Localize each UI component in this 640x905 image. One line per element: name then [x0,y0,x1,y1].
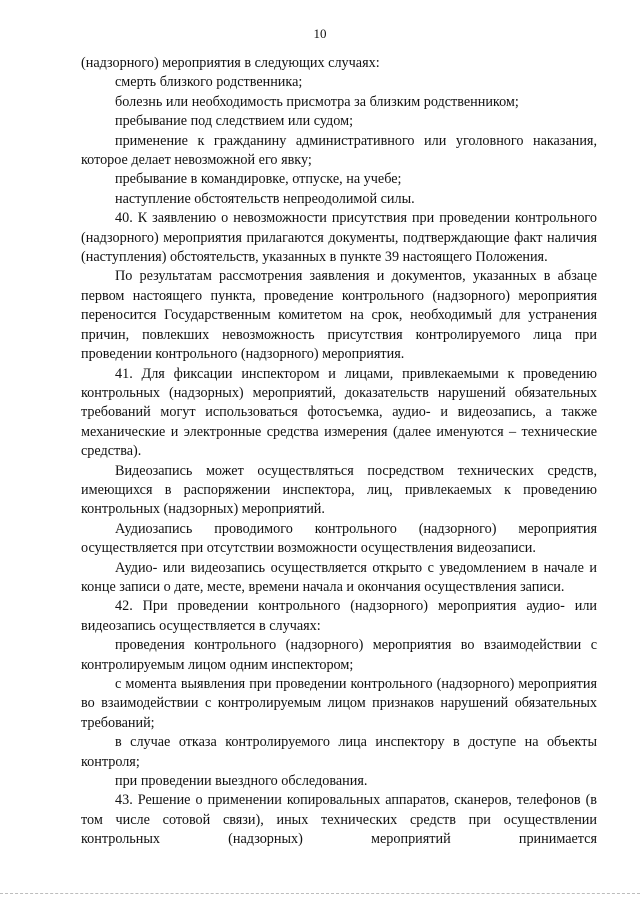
clause-41-video: Видеозапись может осуществляться посредством технических средств, имеющихся в распоряжении инспектора, лиц, привлекаемых к проведению контрольных (надзорных) мероприятий. [81,462,597,518]
list-item-illness: болезнь или необходимость присмотра за близким родственником; [115,93,519,110]
clause-41-notice: Аудио- или видеозапись осуществляется открыто с уведомлением в начале и конце записи о дате, месте, времени начала и окончания осуществления записи. [81,559,597,595]
clause-41-audio: Аудиозапись проводимого контрольного (надзорного) мероприятия осуществляется при отсутствии возможности осуществления видеозаписи. [81,520,597,557]
clause-42-case-4: при проведении выездного обследования. [115,773,368,790]
clause-42-case-1: проведения контрольного (надзорного) мероприятия во взаимодействии с контролируемым лицом одним инспектором; [81,637,597,673]
clause-42-case-2: с момента выявления при проведении контрольного (надзорного) мероприятия во взаимодействии с контролируемым лицом признаков нарушений обязательных требований; [81,676,597,731]
list-item-under-investigation: пребывание под следствием или судом; [115,113,354,130]
clause-41: 41. Для фиксации инспектором и лицами, привлекаемыми к проведению контрольных (надзорных) мероприятий, доказательств нарушений обязательных требований могут использоваться фотосъемка, аудио- и видеозапись, а также механические и электронные средства измерения (далее именуются – технические средства). [81,365,597,460]
paragraph-continuation: (надзорного) мероприятия в следующих случаях: [81,55,380,71]
clause-42-case-3: в случае отказа контролируемого лица инспектору в доступе на объекты контроля; [81,734,597,770]
clause-40: 40. К заявлению о невозможности присутствия при проведении контрольного (надзорного) мероприятия прилагаются документы, подтверждающие факт наличия (наступления) обстоятельств, указанных в пункте 39 настоящего Положения. [81,210,597,266]
clause-40-paragraph-2: По результатам рассмотрения заявления и документов, указанных в абзаце первом настоящего пункта, проведение контрольного (надзорного) мероприятия переносится Государственным комитетом на срок, необходимый для устранения причин, повлекших невозможность присутствия контролируемого лица при проведении контрольного (надзорного) мероприятия. [81,268,597,363]
document-body [81,54,597,850]
list-item-punishment: применение к гражданину административного или уголовного наказания, которое делает невозможной его явку; [81,132,597,169]
list-item-death-of-relative: смерть близкого родственника; [115,74,303,91]
list-item-force-majeure: наступление обстоятельств непреодолимой силы. [115,190,415,207]
page-number: 10 [313,26,327,41]
list-item-business-trip: пребывание в командировке, отпуске, на учебе; [115,171,402,188]
clause-42: 42. При проведении контрольного (надзорного) мероприятия аудио- или видеозапись осуществляется в случаях: [81,598,597,634]
clause-43: 43. Решение о применении копировальных аппаратов, сканеров, телефонов (в том числе сотовой связи), иных технических средств при осуществлении контрольных (надзорных) мероприятий принимается [81,792,597,848]
page-bottom-edge [0,893,640,894]
